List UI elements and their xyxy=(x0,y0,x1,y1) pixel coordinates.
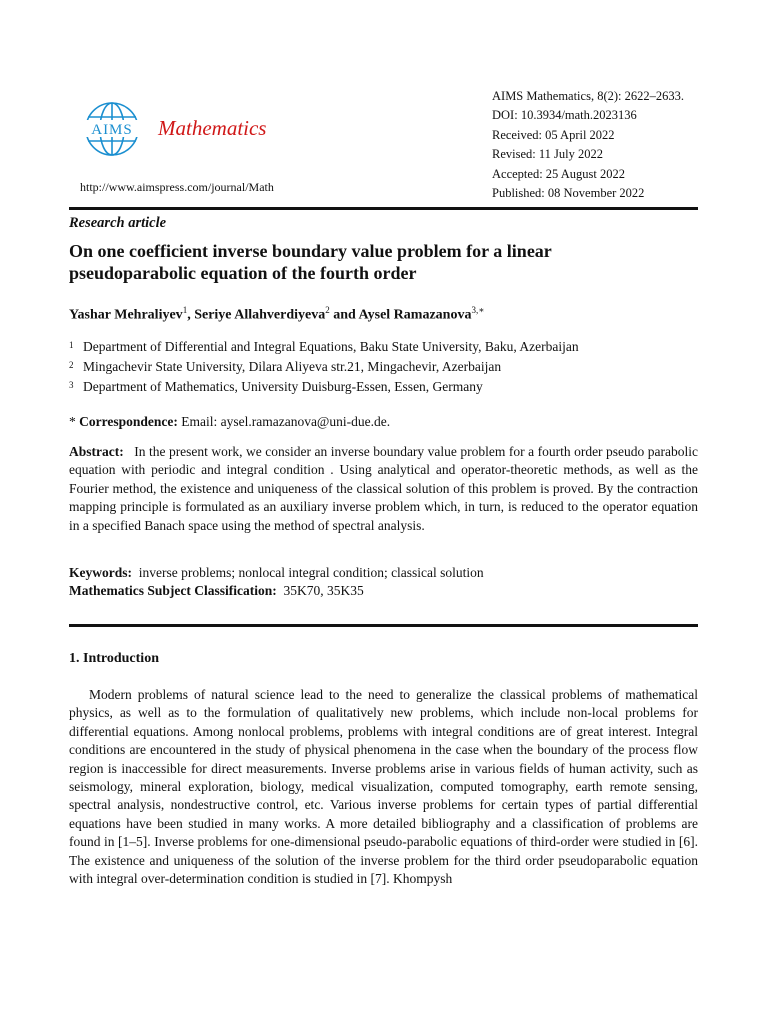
affiliation xyxy=(69,339,579,355)
author-separator: and xyxy=(329,307,359,323)
author-name[interactable]: Seriye Allahverdiyeva xyxy=(194,307,326,323)
affiliation-text: Department of Mathematics, University Duisburg-Essen, Essen, Germany xyxy=(83,379,483,394)
correspondence xyxy=(69,414,390,430)
msc-text: 35K70, 35K35 xyxy=(283,583,364,598)
publication-metadata xyxy=(492,87,684,203)
keywords xyxy=(69,564,698,582)
abstract-text: In the present work, we consider an inverse boundary value problem for a fourth order pseudo parabolic equation with periodic and integral condition . Using analytical and operator-theoretic methods, as well as the Fourier method, the existence and uniqueness of the classical solution of this problem is proved. By the contraction mapping principle is formulated as an auxiliary inverse problem which, in turn, is reduced to the operator equation in a specified Banach space using the method of spectral analysis. xyxy=(69,444,699,533)
affiliation-number: 1 xyxy=(69,340,74,350)
keywords-text: inverse problems; nonlocal integral condition; classical solution xyxy=(138,565,484,580)
doi[interactable]: DOI: 10.3934/math.2023136 xyxy=(492,108,637,123)
published-date: Published: 08 November 2022 xyxy=(492,186,645,201)
revised-date: Revised: 11 July 2022 xyxy=(492,147,603,162)
author-name[interactable]: Aysel Ramazanova xyxy=(358,307,472,323)
author-list xyxy=(69,305,484,324)
subject-classification xyxy=(69,582,698,600)
author-name[interactable]: Yashar Mehraliyev xyxy=(69,307,183,323)
affiliation-text: Department of Differential and Integral Equations, Baku State University, Baku, Azerbaijan xyxy=(83,339,579,354)
introduction-text: Modern problems of natural science lead to the need to generalize the classical problems of mathematical physics, as well as to the formulation of qualitatively new problems, which include non-local problems for differential equations. Among nonlocal problems, problems with integral conditions are of great interest. Integral conditions are encountered in the study of physical phenomena in the case when the boundary of the process flow region is inaccessible for direct measurements. Inverse problems arise in various fields of human activity, such as seismology, mineral exploration, biology, medical visualization, computed tomography, earth remote sensing, spectral analysis, nondestructive control, etc. Various inverse problems for certain types of partial differential equations have been studied in many works. A more detailed bibliography and a classification of problems are found in [1–5]. Inverse problems for one-dimensional pseudo-parabolic equations of third-order were studied in [6]. The existence and uniqueness of the solution of the inverse problem for the third order pseudoparabolic equation with integral over-determination condition is studied in [7]. Khompysh xyxy=(69,687,698,887)
journal-logo xyxy=(78,97,146,165)
author-affiliation-mark: 2 xyxy=(325,305,330,315)
journal-name[interactable]: Mathematics xyxy=(158,116,267,140)
header-divider xyxy=(69,207,698,210)
affiliation xyxy=(69,359,501,375)
affiliation xyxy=(69,379,483,395)
abstract xyxy=(69,443,698,535)
article-title: On one coefficient inverse boundary value problem for a linear pseudoparabolic equation of the fourth order xyxy=(69,241,552,283)
correspondence-label: Correspondence: xyxy=(79,414,178,429)
affiliation-text: Mingachevir State University, Dilara Aliyeva str.21, Mingachevir, Azerbaijan xyxy=(83,359,502,374)
affiliation-number: 2 xyxy=(69,360,74,370)
logo-text: AIMS xyxy=(91,122,133,138)
journal-url-link[interactable]: http://www.aimspress.com/journal/Math xyxy=(80,180,274,194)
abstract-divider xyxy=(69,624,698,627)
author-affiliation-mark: 3,∗ xyxy=(471,305,485,315)
citation: AIMS Mathematics, 8(2): 2622–2633. xyxy=(492,89,684,103)
section-heading: 1. Introduction xyxy=(69,651,159,666)
globe-logo-icon xyxy=(78,97,146,165)
received-date: Received: 05 April 2022 xyxy=(492,127,615,142)
correspondence-email[interactable]: Email: aysel.ramazanova@uni-due.de. xyxy=(181,414,391,429)
accepted-date: Accepted: 25 August 2022 xyxy=(492,166,625,181)
abstract-label: Abstract: xyxy=(69,444,124,459)
msc-label: Mathematics Subject Classification: xyxy=(69,583,277,598)
author-affiliation-mark: 1 xyxy=(182,305,188,315)
article-type: Research article xyxy=(69,215,167,231)
correspondence-mark: * xyxy=(69,414,76,429)
affiliation-number: 3 xyxy=(69,380,74,390)
author-separator: , xyxy=(187,307,195,323)
keywords-label: Keywords: xyxy=(69,565,132,580)
